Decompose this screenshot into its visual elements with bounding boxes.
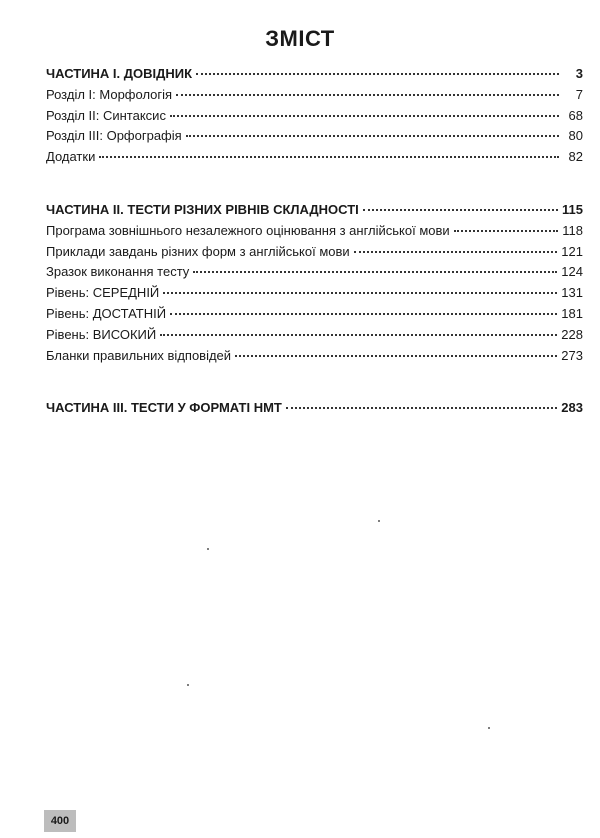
toc-entry-page: 82 <box>568 149 583 165</box>
page-title: ЗМІСТ <box>265 26 335 51</box>
toc-entry-label: ЧАСТИНА ІІІ. ТЕСТИ У ФОРМАТІ НМТ <box>46 400 282 415</box>
toc-entry-label: Розділ ІІ: Синтаксис <box>46 107 166 123</box>
toc-entry-label: ЧАСТИНА І. ДОВІДНИК <box>46 66 193 81</box>
toc-entry-label: Рівень: ДОСТАТНІЙ <box>46 305 167 321</box>
dot-leader <box>454 229 559 232</box>
dot-leader <box>235 354 557 357</box>
toc-entry-label: Рівень: ВИСОКИЙ <box>46 326 157 342</box>
toc-entry[interactable] <box>46 85 583 106</box>
dot-leader <box>354 250 558 253</box>
toc-entry-label: Розділ ІІІ: Орфографія <box>46 128 182 144</box>
page-number: 400 <box>44 810 76 832</box>
toc-entry[interactable] <box>46 283 583 304</box>
dot-leader <box>176 93 559 96</box>
toc-entry[interactable] <box>46 126 583 147</box>
dot-leader <box>163 291 557 294</box>
toc-entry-label: Програма зовнішнього незалежного оцінювання з англійської мови <box>46 222 450 238</box>
toc-entry-page: 283 <box>561 400 583 415</box>
toc-entry-page: 121 <box>561 243 583 259</box>
toc-entry[interactable] <box>46 346 583 367</box>
toc-entry[interactable] <box>46 262 583 283</box>
dot-leader <box>170 312 557 315</box>
dot-leader <box>160 333 557 336</box>
toc-entry[interactable] <box>46 325 583 346</box>
toc-entry-page: 228 <box>561 326 583 342</box>
dot-leader <box>196 72 559 75</box>
toc-entry-page: 131 <box>561 285 583 301</box>
toc-entry-page: 273 <box>561 347 583 363</box>
toc-part-heading[interactable] <box>46 398 583 419</box>
toc-entry[interactable] <box>46 106 583 127</box>
toc-entry-page: 3 <box>575 66 583 81</box>
toc-entry-page: 181 <box>561 305 583 321</box>
scan-speck <box>207 548 209 550</box>
toc-part-2 <box>46 200 583 366</box>
toc-entry-page: 118 <box>562 222 583 238</box>
toc-entry-label: Рівень: СЕРЕДНІЙ <box>46 285 160 301</box>
dot-leader <box>99 155 559 158</box>
toc-part-heading[interactable] <box>46 64 583 85</box>
toc-entry-label: Додатки <box>46 149 96 165</box>
toc-entry[interactable] <box>46 304 583 325</box>
toc-part-3 <box>46 398 583 419</box>
dot-leader <box>170 114 559 117</box>
dot-leader <box>193 270 557 273</box>
toc-part-1 <box>46 64 583 168</box>
toc-entry[interactable] <box>46 147 583 168</box>
toc-entry[interactable] <box>46 221 583 242</box>
dot-leader <box>363 208 558 211</box>
toc-entry-page: 80 <box>568 128 583 144</box>
toc-entry-label: ЧАСТИНА ІІ. ТЕСТИ РІЗНИХ РІВНІВ СКЛАДНОСТІ <box>46 202 359 217</box>
toc-part-heading[interactable] <box>46 200 583 221</box>
toc-entry-page: 7 <box>575 86 583 102</box>
toc-entry-page: 68 <box>568 107 583 123</box>
toc-entry-label: Розділ І: Морфологія <box>46 86 173 102</box>
scan-speck <box>187 684 189 686</box>
toc-entry-label: Бланки правильних відповідей <box>46 347 232 363</box>
dot-leader <box>186 134 559 137</box>
scan-speck <box>378 520 380 522</box>
toc-entry-page: 115 <box>562 202 583 217</box>
toc-entry-label: Зразок виконання тесту <box>46 264 190 280</box>
toc-entry-label: Приклади завдань різних форм з англійської мови <box>46 243 350 259</box>
toc-entry-page: 124 <box>561 264 583 280</box>
toc-entry[interactable] <box>46 242 583 263</box>
scan-speck <box>488 727 490 729</box>
dot-leader <box>286 406 557 409</box>
